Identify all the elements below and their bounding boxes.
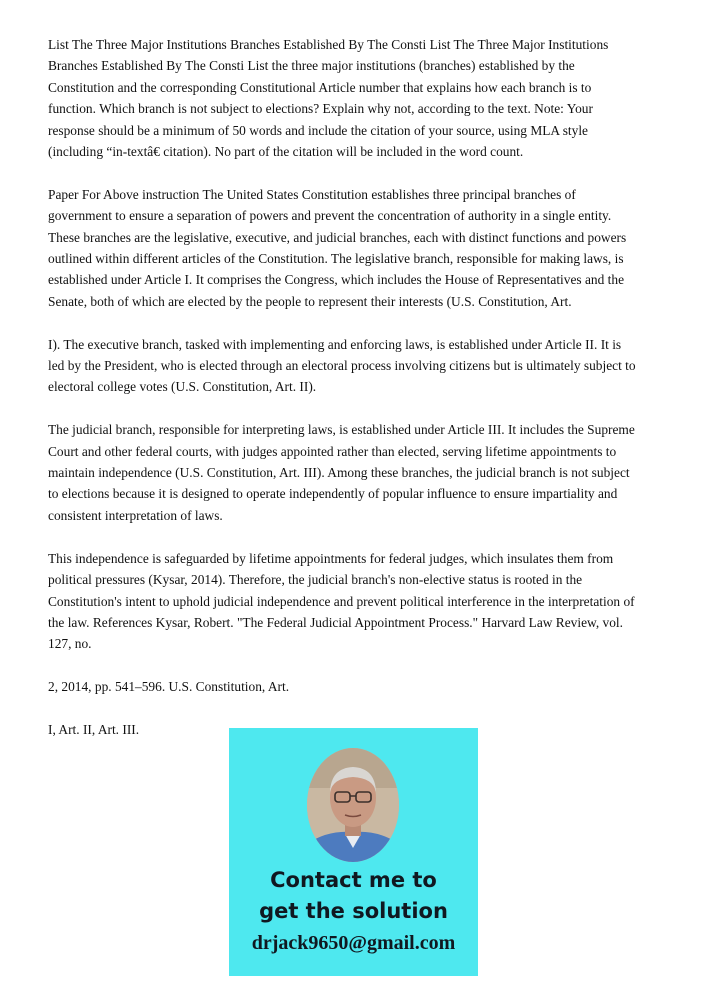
paragraph-judicial: The judicial branch, responsible for interpreting laws, is established under Article III. It includes the Supreme Court and other federal courts, with judges appointed rather than elected, serving lifetime appointments to maintain independence (U.S. Constitution, Art. III). Among these branches, the judicial branch is not subject to elections because it is designed to operate independently of popular influence to ensure impartiality and consistent interpretation of laws. — [48, 422, 635, 523]
ad-email-link[interactable]: drjack9650@gmail.com — [251, 932, 456, 954]
paragraph-executive: I). The executive branch, tasked with implementing and enforcing laws, is established under Article II. It is led by the President, who is elected through an electoral process involving citizens but is ultimately subject to electoral college votes (U.S. Constitution, Art. II). — [48, 336, 636, 395]
portrait-graphic — [307, 748, 399, 862]
paragraph-intro: Paper For Above instruction The United States Constitution establishes three principal branches of government to ensure a separation of powers and prevent the concentration of authority in a single entity. These branches are the legislative, executive, and judicial branches, each with distinct functions and powers outlined within different articles of the Constitution. The legislative branch, responsible for making laws, is established under Article I. It comprises the Congress, which includes the House of Representatives and the Senate, both of which are elected by the people to represent their interests (U.S. Constitution, Art. — [48, 186, 627, 309]
paragraph-question: List The Three Major Institutions Branches Established By The Consti List The Three Major Institutions Branches Established By The Consti List the three major institutions (branches) established by the Constitution and the corresponding Constitutional Article number that explains how each branch is to function. Which branch is not subject to elections? Explain why not, according to the text. Note: Your response should be a minimum of 50 words and include the citation of your source, using MLA style (including “in-textâ€ citation). No part of the citation will be included in the word count. — [48, 37, 609, 160]
person-portrait-icon — [307, 748, 399, 862]
ad-headline-line-2: get the solution — [259, 899, 448, 923]
paragraph-citation-2: I, Art. II, Art. III. — [48, 721, 140, 737]
document-body — [48, 34, 638, 762]
ad-headline-line-1: Contact me to — [270, 868, 437, 892]
paragraph-independence: This independence is safeguarded by lifetime appointments for federal judges, which insulates them from political pressures (Kysar, 2014). Therefore, the judicial branch's non-elective status is rooted in the Constitution's intent to uphold judicial independence and prevent political interference in the interpretation of the law. References Kysar, Robert. "The Federal Judicial Appointment Process." Harvard Law Review, vol. 127, no. — [48, 550, 635, 652]
contact-advertisement[interactable] — [229, 728, 478, 976]
paragraph-citation-1: 2, 2014, pp. 541–596. U.S. Constitution, Art. — [48, 679, 290, 695]
